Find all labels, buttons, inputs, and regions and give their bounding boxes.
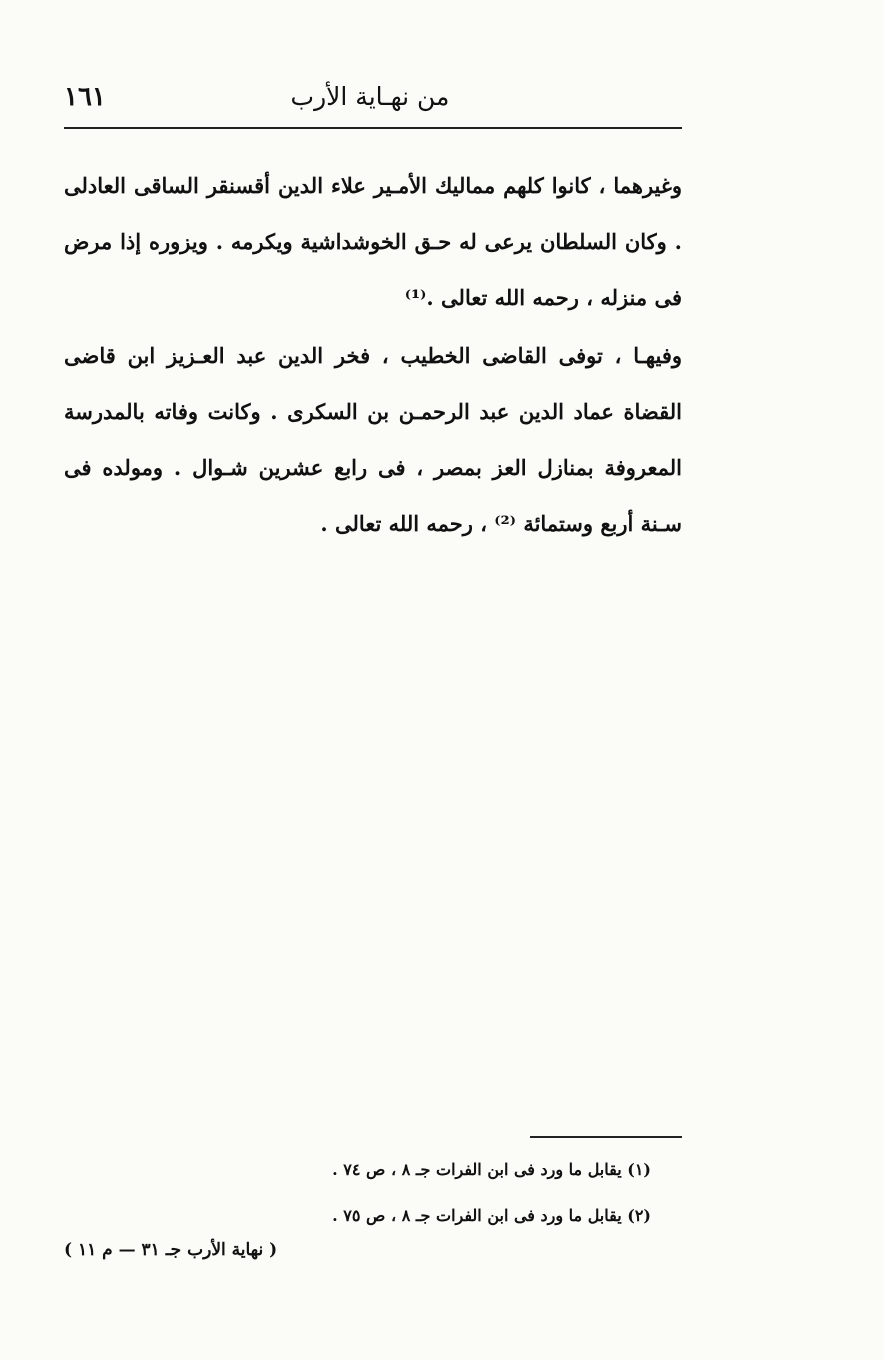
footnote: (١) يقابل ما ورد فى ابن الفرات جـ ٨ ، ص ٧٤ . xyxy=(332,1160,651,1179)
signature-mark: ( نهاية الأرب جـ ٣١ — م ١١ ) xyxy=(64,1240,278,1260)
paragraph: وفيهـا ، توفى القاضى الخطيب ، فخر الدين عبد العـزيز ابن قاضى القضاة عماد الدين عبد الرحمـن بن السكرى . وكانت وفاته بالمدرسة المعروفة بمنازل العز بمصر ، فى رابع عشرين شـوال . ومولده فى سـنة أربع وستمائة ⁽²⁾ ، رحمه الله تعالى . xyxy=(64,343,682,536)
footnote: (٢) يقابل ما ورد فى ابن الفرات جـ ٨ ، ص ٧٥ . xyxy=(332,1206,651,1225)
header-rule xyxy=(64,127,682,129)
footnote-rule xyxy=(530,1136,682,1138)
paragraph: وغيرهما ، كانوا كلهم مماليك الأمـير علاء الدين أقسنقر الساقى العادلى . وكان السلطان يرعى له حـق الخوشداشية ويكرمه . ويزوره إذا مرض فى منزله ، رحمه الله تعالى .⁽¹⁾ xyxy=(64,173,682,310)
page-number: ١٦١ xyxy=(64,82,106,112)
running-head: من نهـاية الأرب xyxy=(290,82,450,111)
